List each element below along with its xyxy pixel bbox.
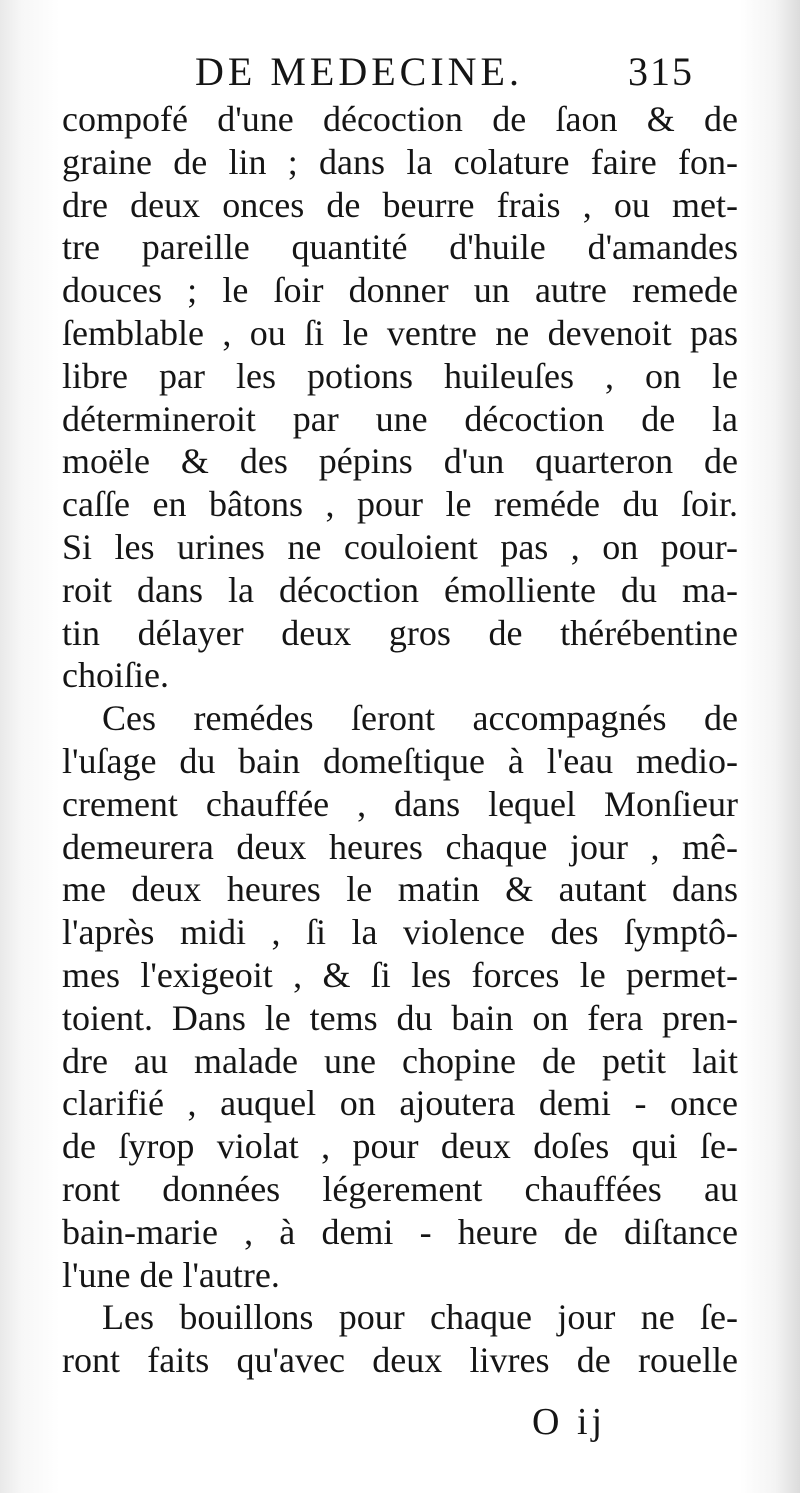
text-line: roit dans la décoction émolliente du ma-: [62, 569, 738, 610]
running-head: DE MEDECINE.: [195, 49, 523, 94]
text-line: ront données légerement chauffées au: [62, 1168, 738, 1209]
text-line: détermineroit par une décoction de la: [62, 398, 738, 439]
text-line: Ces remédes ſeront accompagnés de: [102, 698, 738, 739]
text-line: demeurera deux heures chaque jour , mê-: [62, 826, 738, 867]
text-line: caſſe en bâtons , pour le reméde du ſoir.: [62, 484, 738, 525]
text-line: l'une de l'autre.: [62, 1254, 280, 1295]
text-line: bain-marie , à demi - heure de diſtance: [62, 1211, 738, 1252]
text-line: me deux heures le matin & autant dans: [62, 869, 738, 910]
text-line: tre pareille quantité d'huile d'amandes: [62, 227, 738, 268]
text-line: l'uſage du bain domeſtique à l'eau medio-: [62, 740, 738, 781]
text-line: Les bouillons pour chaque jour ne ſe-: [102, 1297, 738, 1338]
text-line: de ſyrop violat , pour deux doſes qui ſe-: [62, 1126, 738, 1167]
text-line: ſemblable , ou ſi le ventre ne devenoit pas: [62, 312, 738, 353]
text-line: libre par les potions huileuſes , on le: [62, 355, 738, 396]
text-line: mes l'exigeoit , & ſi les forces le permet-: [62, 954, 738, 995]
text-line: choiſie.: [62, 655, 169, 696]
body-text: [62, 98, 738, 1382]
text-line: tin délayer deux gros de thérébentine: [62, 612, 738, 653]
text-line: l'après midi , ſi la violence des ſymptô-: [62, 912, 738, 953]
text-line: clarifié , auquel on ajoutera demi - once: [62, 1083, 738, 1124]
text-line: moële & des pépins d'un quarteron de: [62, 441, 738, 482]
text-line: Si les urines ne couloient pas , on pour-: [62, 526, 738, 567]
text-line: crement chauffée , dans lequel Monſieur: [62, 783, 738, 824]
page-number: 315: [628, 49, 694, 94]
text-line: douces ; le ſoir donner un autre remede: [62, 270, 738, 311]
text-line: dre au malade une chopine de petit lait: [62, 1040, 738, 1081]
text-line: ront faits qu'avec deux livres de rouelle: [62, 1340, 738, 1381]
signature-mark: O ij: [532, 1401, 607, 1443]
text-line: toient. Dans le tems du bain on fera pren-: [62, 997, 738, 1038]
text-line: graine de lin ; dans la colature faire fon-: [62, 141, 738, 182]
text-line: compofé d'une décoction de ſaon & de: [62, 99, 738, 139]
text-line: dre deux onces de beurre frais , ou met-: [62, 184, 738, 225]
